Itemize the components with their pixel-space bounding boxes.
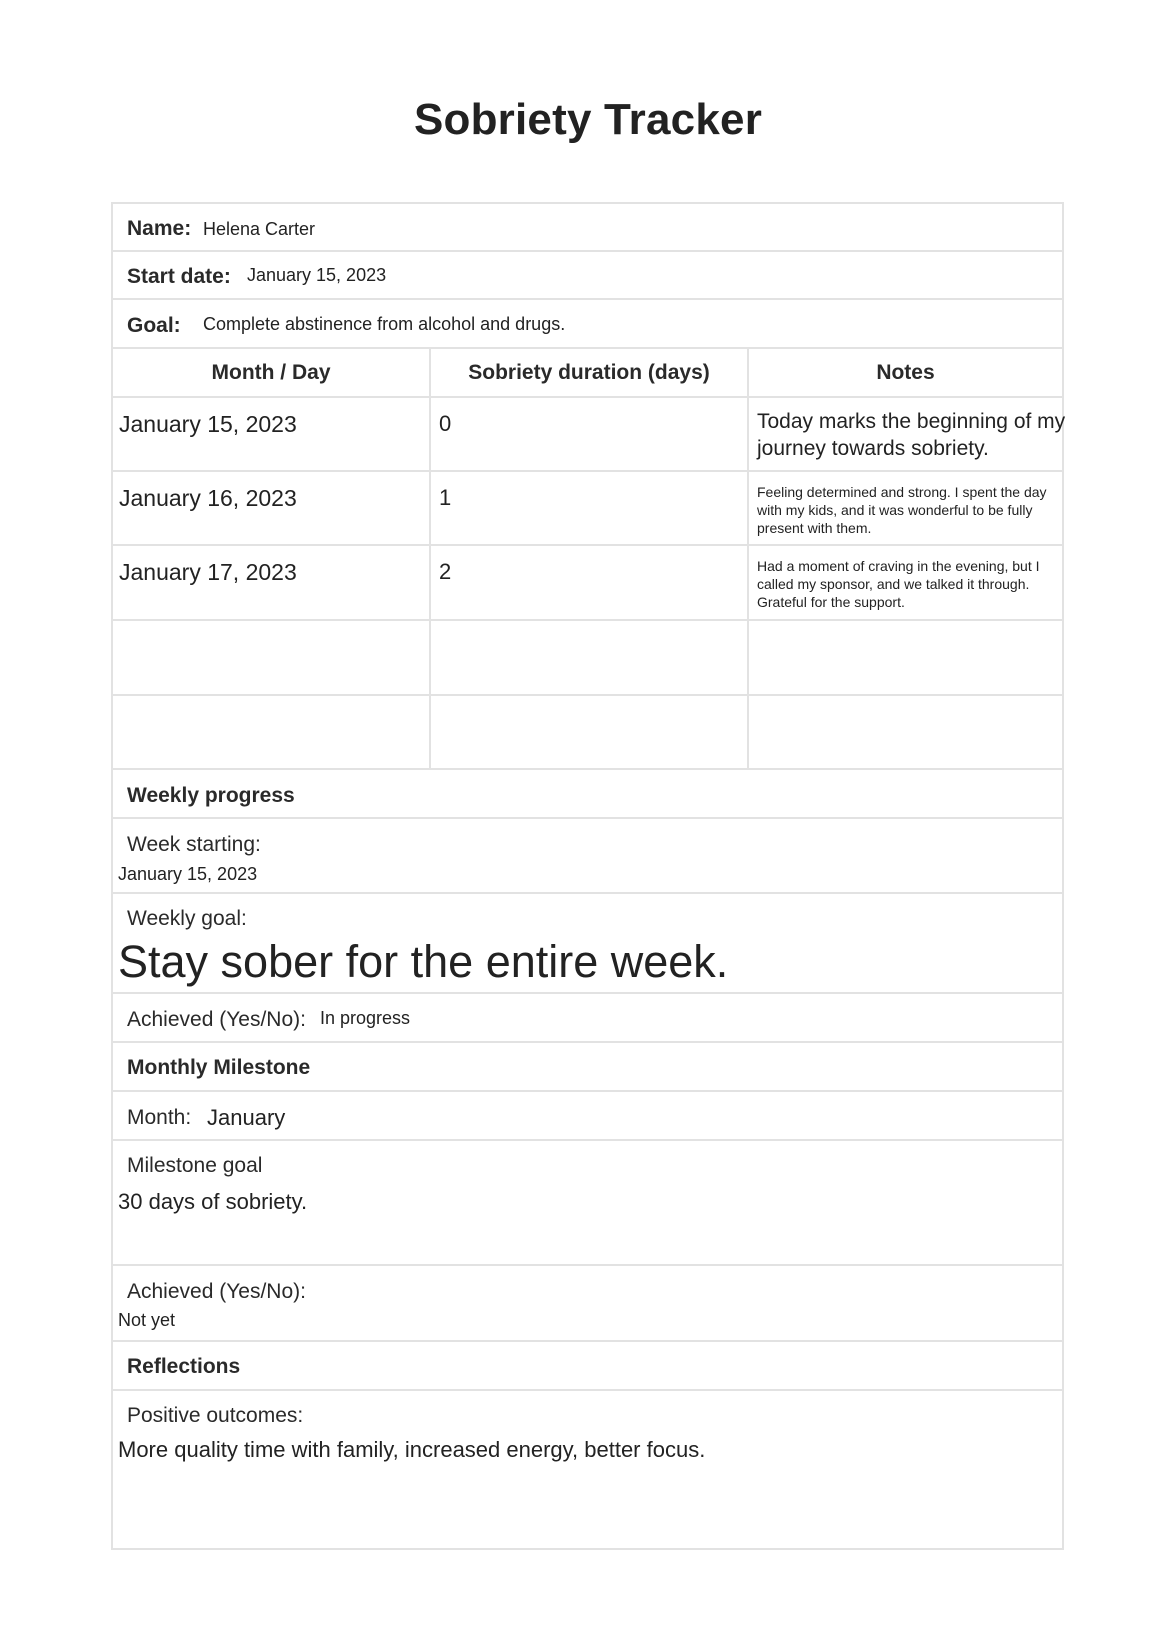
weekly-goal-row	[113, 894, 1062, 994]
duration-cell	[431, 621, 747, 694]
notes-cell: Had a moment of craving in the evening, but I called my sponsor, and we talked it through. Grateful for the support.	[757, 558, 1040, 610]
week-starting-row	[113, 819, 1062, 894]
page-title: Sobriety Tracker	[413, 95, 763, 144]
table-row	[113, 398, 1066, 472]
date-cell	[113, 696, 429, 768]
table-row	[113, 472, 1062, 546]
monthly-milestone-heading: Monthly Milestone	[127, 1056, 311, 1079]
reflections-heading-row	[113, 1342, 1062, 1391]
weekly-goal-label: Weekly goal:	[127, 907, 247, 930]
monthly-milestone-heading-row	[113, 1043, 1062, 1092]
monthly-achieved-row	[113, 1266, 1062, 1342]
weekly-progress-heading-row	[113, 770, 1062, 819]
date-cell	[113, 621, 429, 694]
tracker-sheet	[111, 202, 1064, 1550]
table-row	[113, 621, 1062, 696]
duration-cell: 0	[439, 411, 452, 436]
duration-cell	[431, 696, 747, 768]
notes-cell	[749, 621, 1062, 694]
date-cell: January 16, 2023	[119, 485, 297, 511]
weekly-achieved-value: In progress	[320, 1008, 411, 1028]
positive-outcomes-row	[113, 1391, 1062, 1548]
start-date-value: January 15, 2023	[247, 265, 387, 285]
duration-cell: 1	[439, 485, 452, 510]
positive-outcomes-value: More quality time with family, increased energy, better focus.	[118, 1437, 706, 1462]
start-date-label: Start date:	[127, 265, 231, 288]
start-date-row	[113, 252, 1062, 300]
weekly-progress-heading: Weekly progress	[127, 784, 295, 807]
weekly-achieved-row	[113, 994, 1062, 1043]
name-label: Name:	[127, 217, 192, 240]
table-row	[113, 546, 1062, 621]
positive-outcomes-label: Positive outcomes:	[127, 1404, 304, 1427]
name-row	[113, 204, 1062, 252]
milestone-goal-row	[113, 1141, 1062, 1266]
week-starting-value: January 15, 2023	[118, 864, 258, 884]
name-value: Helena Carter	[203, 219, 316, 239]
date-cell: January 15, 2023	[119, 411, 297, 437]
month-label: Month:	[127, 1106, 192, 1129]
week-starting-label: Week starting:	[127, 833, 261, 856]
month-value: January	[207, 1105, 286, 1130]
goal-value: Complete abstinence from alcohol and drugs.	[203, 314, 566, 334]
notes-cell: Today marks the beginning of my journey towards sobriety.	[757, 410, 1066, 460]
weekly-achieved-label: Achieved (Yes/No):	[127, 1008, 306, 1031]
column-header-duration: Sobriety duration (days)	[468, 361, 710, 384]
goal-row	[113, 300, 1062, 349]
notes-cell	[749, 696, 1062, 768]
column-header-date: Month / Day	[211, 361, 331, 384]
table-row	[113, 696, 1062, 770]
column-header-notes: Notes	[876, 361, 935, 384]
month-row	[113, 1092, 1062, 1141]
notes-cell: Feeling determined and strong. I spent the day with my kids, and it was wonderful to be fully present with them.	[757, 484, 1047, 536]
duration-cell: 2	[439, 559, 452, 584]
goal-label: Goal:	[127, 314, 181, 337]
monthly-achieved-label: Achieved (Yes/No):	[127, 1280, 306, 1303]
milestone-goal-value: 30 days of sobriety.	[118, 1189, 308, 1214]
monthly-achieved-value: Not yet	[118, 1310, 176, 1330]
milestone-goal-label: Milestone goal	[127, 1154, 263, 1177]
date-cell: January 17, 2023	[119, 559, 297, 585]
weekly-goal-value: Stay sober for the entire week.	[118, 936, 729, 987]
reflections-heading: Reflections	[127, 1355, 241, 1378]
log-table-header	[113, 349, 1062, 398]
